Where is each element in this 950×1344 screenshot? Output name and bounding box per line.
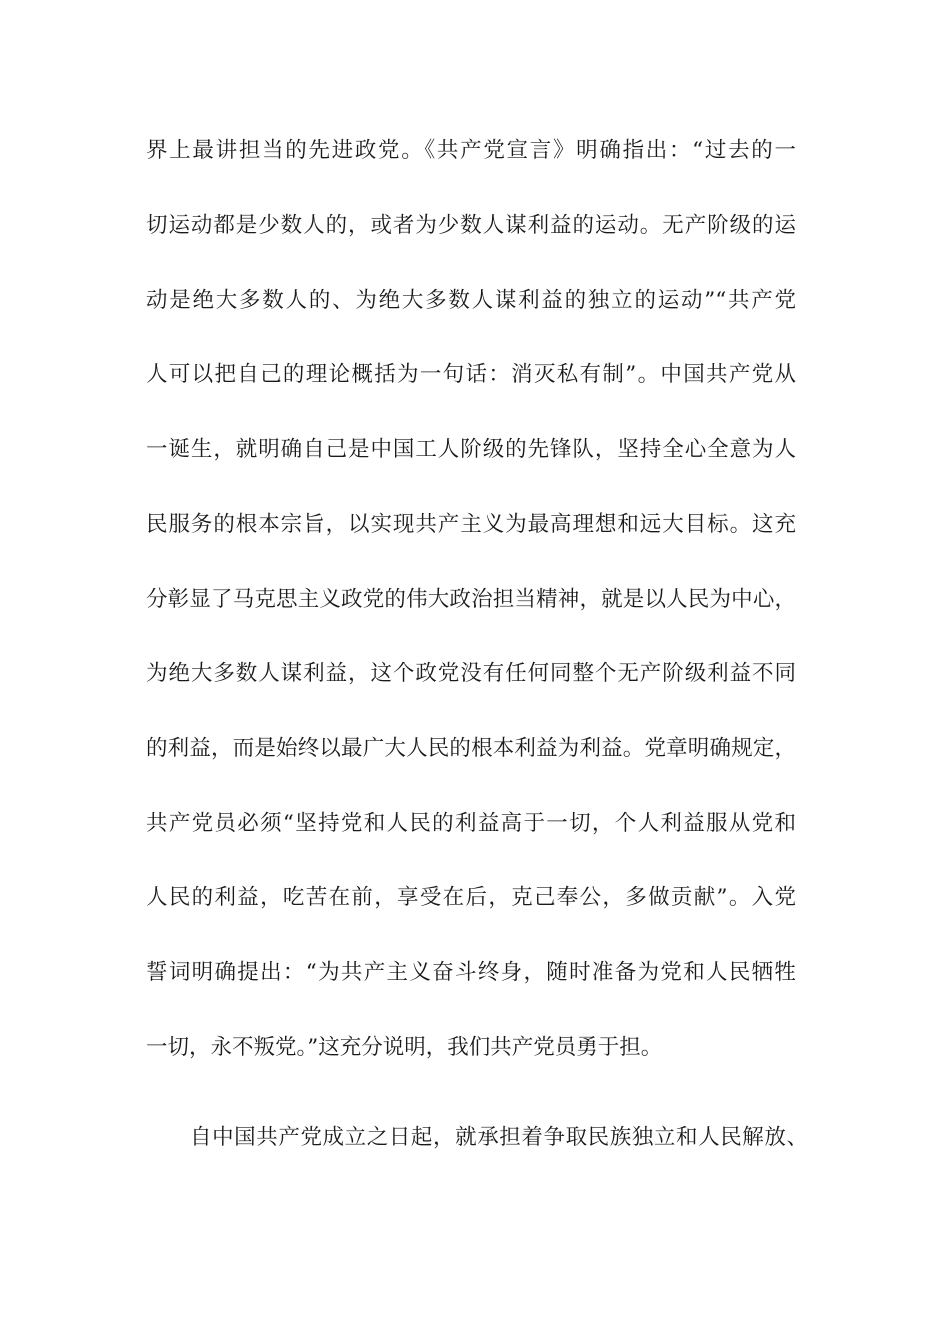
text-line-2: 切运动都是少数人的，或者为少数人谋利益的运动。无产阶级的运 — [146, 213, 796, 238]
text-line-12: 誓词明确提出：“为共产主义奋斗终身，随时准备为党和人民牺牲 — [146, 960, 796, 985]
text-line-11: 人民的利益，吃苦在前，享受在后，克己奉公，多做贡献”。入党 — [146, 885, 796, 910]
text-line-5: 一诞生，就明确自己是中国工人阶级的先锋队，坚持全心全意为人 — [146, 437, 796, 462]
text-line-8: 为绝大多数人谋利益，这个政党没有任何同整个无产阶级利益不同 — [146, 661, 796, 686]
text-line-13: 一切，永不叛党。”这充分说明，我们共产党员勇于担。 — [146, 1035, 663, 1060]
text-line-6: 民服务的根本宗旨，以实现共产主义为最高理想和远大目标。这充 — [146, 512, 796, 537]
text-line-10: 共产党员必须“坚持党和人民的利益高于一切，个人利益服从党和 — [146, 811, 796, 836]
text-line-1: 界上最讲担当的先进政党。《共产党宣言》明确指出：“过去的一 — [146, 138, 796, 163]
text-line-14: 自中国共产党成立之日起，就承担着争取民族独立和人民解放、 — [190, 1125, 808, 1150]
text-line-3: 动是绝大多数人的、为绝大多数人谋利益的独立的运动”“共产党 — [146, 288, 796, 313]
text-line-4: 人可以把自己的理论概括为一句话：消灭私有制”。中国共产党从 — [146, 362, 796, 387]
text-line-7: 分彰显了马克思主义政党的伟大政治担当精神，就是以人民为中心， — [146, 587, 796, 612]
text-line-9: 的利益，而是始终以最广大人民的根本利益为利益。党章明确规定， — [146, 736, 796, 761]
